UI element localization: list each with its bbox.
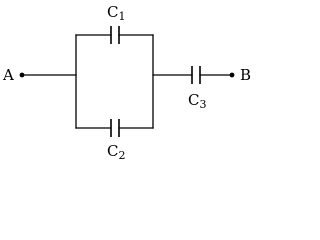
capacitor-c2-letter: C [107, 142, 119, 160]
capacitor-c3-label [188, 93, 206, 110]
capacitor-c3-letter: C [188, 91, 200, 109]
capacitor-c1-label [107, 5, 125, 22]
terminal-a-label: A [3, 66, 14, 84]
capacitor-c1-letter: C [107, 3, 119, 21]
capacitor-c1-index: 1 [118, 10, 126, 23]
capacitor-c3-index: 3 [199, 98, 207, 111]
terminal-b-dot [230, 73, 235, 78]
capacitor-c2-index: 2 [118, 149, 126, 162]
capacitor-c2-label [107, 144, 125, 161]
terminal-a-dot [20, 73, 25, 78]
terminal-b-label: B [240, 66, 252, 84]
